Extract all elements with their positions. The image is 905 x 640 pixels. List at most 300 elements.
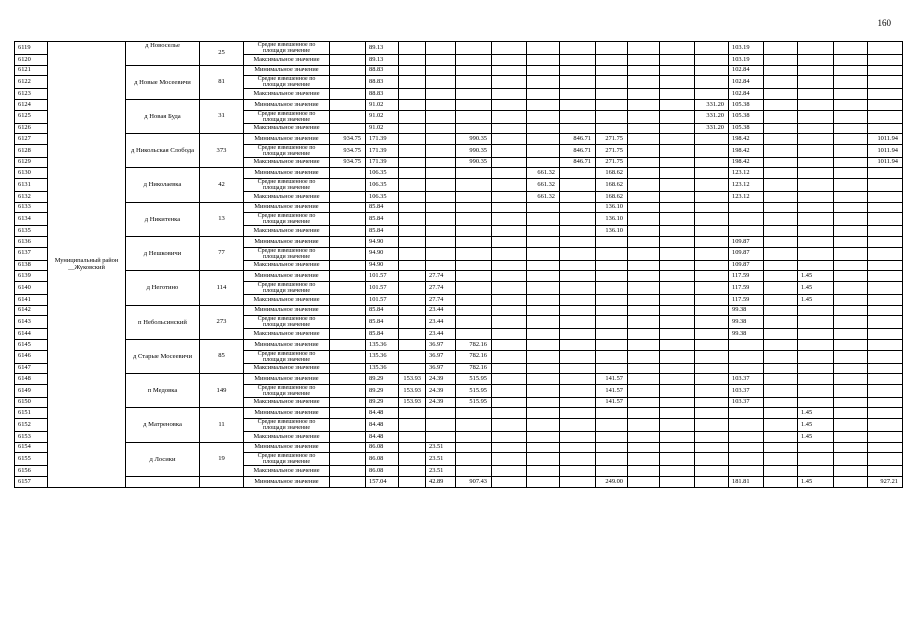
value-cell xyxy=(628,397,660,408)
value-cell: 1.45 xyxy=(798,477,834,488)
settlement-population: 77 xyxy=(200,237,244,271)
value-type: Минимальное значение xyxy=(244,477,330,488)
value-cell xyxy=(456,65,492,76)
value-cell xyxy=(660,42,695,55)
value-cell xyxy=(628,237,660,248)
value-cell xyxy=(764,271,798,282)
value-cell xyxy=(695,442,729,453)
value-cell xyxy=(596,453,628,466)
value-cell xyxy=(492,477,527,488)
value-cell xyxy=(426,213,456,226)
value-cell xyxy=(660,99,695,110)
value-cell xyxy=(560,76,596,89)
value-cell xyxy=(834,192,868,203)
value-cell xyxy=(729,466,764,477)
value-cell xyxy=(660,179,695,192)
value-cell xyxy=(456,281,492,294)
value-cell xyxy=(695,339,729,350)
value-cell xyxy=(628,363,660,374)
value-cell xyxy=(492,55,527,66)
value-cell xyxy=(492,192,527,203)
value-cell xyxy=(426,134,456,145)
value-cell xyxy=(456,55,492,66)
value-cell xyxy=(560,260,596,271)
value-cell xyxy=(868,339,903,350)
value-cell xyxy=(330,363,366,374)
value-cell xyxy=(330,397,366,408)
value-cell: 27.74 xyxy=(426,281,456,294)
value-cell: 24.39 xyxy=(426,384,456,397)
value-cell xyxy=(798,226,834,237)
value-cell xyxy=(399,350,426,363)
value-cell xyxy=(834,89,868,100)
value-cell xyxy=(868,305,903,316)
value-cell xyxy=(596,260,628,271)
value-cell xyxy=(330,294,366,305)
value-cell xyxy=(596,281,628,294)
row-id: 6135 xyxy=(15,226,48,237)
value-cell xyxy=(764,55,798,66)
value-cell xyxy=(660,192,695,203)
value-cell xyxy=(456,316,492,329)
settlement-population: 13 xyxy=(200,202,244,236)
value-cell xyxy=(560,42,596,55)
value-cell xyxy=(492,202,527,213)
value-cell xyxy=(764,453,798,466)
value-cell xyxy=(426,55,456,66)
value-cell: 27.74 xyxy=(426,271,456,282)
value-cell: 23.51 xyxy=(426,442,456,453)
row-id: 6155 xyxy=(15,453,48,466)
value-cell xyxy=(456,305,492,316)
value-cell xyxy=(456,294,492,305)
value-cell xyxy=(628,202,660,213)
value-cell xyxy=(660,316,695,329)
value-cell xyxy=(560,202,596,213)
value-cell xyxy=(426,76,456,89)
value-cell xyxy=(628,419,660,432)
row-id: 6149 xyxy=(15,384,48,397)
value-cell xyxy=(798,397,834,408)
value-cell xyxy=(456,123,492,134)
row-id: 6142 xyxy=(15,305,48,316)
value-cell xyxy=(560,237,596,248)
value-cell xyxy=(764,442,798,453)
value-cell xyxy=(868,329,903,340)
value-type: Средне взвешенное по площади значение xyxy=(244,144,330,157)
value-type: Максимальное значение xyxy=(244,55,330,66)
value-cell xyxy=(628,89,660,100)
value-cell: 117.59 xyxy=(729,281,764,294)
value-cell xyxy=(426,408,456,419)
value-cell xyxy=(798,316,834,329)
value-cell: 84.48 xyxy=(366,432,399,443)
value-cell xyxy=(399,316,426,329)
value-cell xyxy=(426,110,456,123)
value-cell xyxy=(868,237,903,248)
value-cell xyxy=(628,260,660,271)
value-cell: 105.38 xyxy=(729,123,764,134)
settlement-population: 273 xyxy=(200,305,244,339)
value-cell xyxy=(764,110,798,123)
value-cell xyxy=(695,76,729,89)
value-cell xyxy=(492,294,527,305)
value-cell xyxy=(695,202,729,213)
value-cell: 94.90 xyxy=(366,247,399,260)
value-cell xyxy=(527,89,560,100)
value-type: Максимальное значение xyxy=(244,294,330,305)
value-cell: 198.42 xyxy=(729,134,764,145)
value-cell xyxy=(330,237,366,248)
value-cell: 103.37 xyxy=(729,374,764,385)
value-cell xyxy=(330,192,366,203)
value-cell xyxy=(492,339,527,350)
value-cell: 85.84 xyxy=(366,329,399,340)
value-cell xyxy=(527,226,560,237)
value-cell: 135.36 xyxy=(366,339,399,350)
value-cell xyxy=(660,144,695,157)
value-cell: 85.84 xyxy=(366,213,399,226)
value-cell xyxy=(660,453,695,466)
value-cell xyxy=(834,453,868,466)
value-cell: 99.38 xyxy=(729,305,764,316)
value-type: Минимальное значение xyxy=(244,65,330,76)
value-cell xyxy=(834,419,868,432)
value-cell xyxy=(834,374,868,385)
value-cell xyxy=(628,294,660,305)
value-cell: 331.20 xyxy=(695,110,729,123)
value-cell xyxy=(527,350,560,363)
value-cell xyxy=(660,226,695,237)
value-cell xyxy=(560,213,596,226)
value-cell xyxy=(798,213,834,226)
value-cell xyxy=(426,65,456,76)
value-cell xyxy=(628,271,660,282)
value-cell xyxy=(695,179,729,192)
value-cell xyxy=(399,408,426,419)
value-cell xyxy=(527,65,560,76)
value-cell xyxy=(628,374,660,385)
value-cell xyxy=(729,339,764,350)
value-cell xyxy=(330,281,366,294)
value-cell xyxy=(492,453,527,466)
value-cell xyxy=(695,281,729,294)
value-cell xyxy=(868,65,903,76)
value-cell xyxy=(596,294,628,305)
value-cell xyxy=(660,339,695,350)
value-cell xyxy=(456,419,492,432)
value-cell: 782.16 xyxy=(456,363,492,374)
value-cell xyxy=(330,432,366,443)
value-cell xyxy=(660,419,695,432)
value-cell xyxy=(560,168,596,179)
value-cell xyxy=(330,350,366,363)
value-cell: 123.12 xyxy=(729,179,764,192)
value-cell: 109.87 xyxy=(729,247,764,260)
value-cell xyxy=(399,237,426,248)
value-cell xyxy=(695,305,729,316)
value-cell xyxy=(527,110,560,123)
value-cell xyxy=(729,419,764,432)
value-cell xyxy=(330,260,366,271)
value-cell xyxy=(330,76,366,89)
value-cell xyxy=(868,419,903,432)
value-cell xyxy=(330,339,366,350)
value-cell xyxy=(660,374,695,385)
value-cell: 1011.94 xyxy=(868,144,903,157)
table-row xyxy=(15,339,903,350)
value-cell: 1.45 xyxy=(798,408,834,419)
value-cell xyxy=(527,453,560,466)
value-cell xyxy=(628,226,660,237)
value-cell xyxy=(695,144,729,157)
value-cell: 88.83 xyxy=(366,65,399,76)
row-id: 6121 xyxy=(15,65,48,76)
value-cell xyxy=(764,123,798,134)
value-cell xyxy=(798,374,834,385)
value-cell xyxy=(628,305,660,316)
value-cell xyxy=(798,329,834,340)
value-cell xyxy=(764,466,798,477)
settlement-name: п Небольсинский xyxy=(126,305,200,339)
row-id: 6154 xyxy=(15,442,48,453)
value-cell xyxy=(764,339,798,350)
value-cell xyxy=(834,179,868,192)
value-cell xyxy=(527,247,560,260)
value-type: Минимальное значение xyxy=(244,168,330,179)
value-cell xyxy=(399,466,426,477)
value-cell: 141.57 xyxy=(596,397,628,408)
value-cell: 153.93 xyxy=(399,384,426,397)
value-cell xyxy=(399,144,426,157)
value-cell xyxy=(399,363,426,374)
value-cell xyxy=(426,260,456,271)
value-cell xyxy=(628,384,660,397)
value-cell xyxy=(628,466,660,477)
settlement-population xyxy=(200,477,244,488)
value-cell xyxy=(330,374,366,385)
value-cell xyxy=(456,42,492,55)
settlement-name: д Никитенка xyxy=(126,202,200,236)
value-cell xyxy=(456,168,492,179)
value-cell: 846.71 xyxy=(560,144,596,157)
value-cell xyxy=(596,329,628,340)
value-cell xyxy=(798,65,834,76)
value-cell xyxy=(868,247,903,260)
value-cell xyxy=(628,192,660,203)
value-cell xyxy=(764,247,798,260)
value-type: Максимальное значение xyxy=(244,466,330,477)
value-cell xyxy=(330,329,366,340)
value-cell xyxy=(492,384,527,397)
row-id: 6140 xyxy=(15,281,48,294)
value-cell xyxy=(596,442,628,453)
value-cell: 86.08 xyxy=(366,453,399,466)
value-cell xyxy=(695,419,729,432)
value-cell: 109.87 xyxy=(729,237,764,248)
value-cell xyxy=(596,271,628,282)
value-cell xyxy=(764,168,798,179)
value-cell xyxy=(560,271,596,282)
row-id: 6125 xyxy=(15,110,48,123)
row-id: 6152 xyxy=(15,419,48,432)
value-cell xyxy=(764,384,798,397)
value-cell xyxy=(764,99,798,110)
value-cell xyxy=(868,226,903,237)
value-cell xyxy=(527,419,560,432)
value-cell xyxy=(596,363,628,374)
value-cell xyxy=(492,432,527,443)
value-cell: 198.42 xyxy=(729,144,764,157)
value-cell: 123.12 xyxy=(729,168,764,179)
value-cell xyxy=(596,89,628,100)
value-cell xyxy=(868,76,903,89)
value-cell: 249.00 xyxy=(596,477,628,488)
value-cell xyxy=(560,247,596,260)
value-cell xyxy=(492,363,527,374)
value-cell xyxy=(660,123,695,134)
value-cell xyxy=(330,110,366,123)
value-cell xyxy=(492,350,527,363)
value-cell: 661.32 xyxy=(527,192,560,203)
value-cell xyxy=(628,442,660,453)
value-type: Минимальное значение xyxy=(244,408,330,419)
value-cell: 117.59 xyxy=(729,294,764,305)
value-cell: 271.75 xyxy=(596,144,628,157)
value-cell xyxy=(527,374,560,385)
row-id: 6156 xyxy=(15,466,48,477)
value-type: Минимальное значение xyxy=(244,271,330,282)
value-cell xyxy=(426,432,456,443)
value-cell xyxy=(764,76,798,89)
value-type: Минимальное значение xyxy=(244,237,330,248)
value-type: Средне взвешенное по площади значение xyxy=(244,281,330,294)
value-cell xyxy=(729,363,764,374)
value-cell xyxy=(492,42,527,55)
value-cell xyxy=(868,363,903,374)
value-cell xyxy=(560,65,596,76)
value-cell: 171.39 xyxy=(366,157,399,168)
settlement-name: д Неготино xyxy=(126,271,200,305)
value-cell xyxy=(492,99,527,110)
value-cell xyxy=(695,55,729,66)
value-cell xyxy=(834,202,868,213)
value-cell xyxy=(456,202,492,213)
value-cell: 23.51 xyxy=(426,453,456,466)
value-cell xyxy=(492,157,527,168)
value-cell xyxy=(798,192,834,203)
value-cell xyxy=(628,432,660,443)
value-cell: 89.29 xyxy=(366,397,399,408)
value-cell xyxy=(527,144,560,157)
table-row xyxy=(15,477,903,488)
value-cell: 106.35 xyxy=(366,192,399,203)
value-cell xyxy=(426,89,456,100)
value-cell: 168.62 xyxy=(596,192,628,203)
value-cell xyxy=(695,260,729,271)
value-cell xyxy=(764,408,798,419)
value-cell xyxy=(456,192,492,203)
value-cell xyxy=(798,442,834,453)
value-cell: 846.71 xyxy=(560,134,596,145)
row-id: 6134 xyxy=(15,213,48,226)
value-cell: 117.59 xyxy=(729,271,764,282)
value-cell xyxy=(868,192,903,203)
value-type: Средне взвешенное по площади значение xyxy=(244,419,330,432)
value-type: Средне взвешенное по площади значение xyxy=(244,213,330,226)
value-cell xyxy=(492,397,527,408)
value-cell xyxy=(426,42,456,55)
value-cell: 135.36 xyxy=(366,350,399,363)
value-cell xyxy=(492,168,527,179)
value-cell xyxy=(834,408,868,419)
value-cell xyxy=(834,42,868,55)
value-cell xyxy=(527,202,560,213)
value-cell xyxy=(426,192,456,203)
row-id: 6120 xyxy=(15,55,48,66)
value-cell xyxy=(399,55,426,66)
value-cell xyxy=(560,384,596,397)
value-cell xyxy=(399,99,426,110)
settlement-population: 11 xyxy=(200,408,244,442)
settlement-population: 19 xyxy=(200,442,244,476)
value-cell xyxy=(330,466,366,477)
value-cell xyxy=(729,213,764,226)
value-cell xyxy=(560,305,596,316)
value-cell xyxy=(868,42,903,55)
value-cell: 86.08 xyxy=(366,442,399,453)
settlement-name: д Новая Буда xyxy=(126,99,200,133)
value-type: Максимальное значение xyxy=(244,397,330,408)
settlement-name: д Старые Мосеевичи xyxy=(126,339,200,373)
value-cell: 271.75 xyxy=(596,134,628,145)
value-cell: 171.39 xyxy=(366,134,399,145)
value-cell xyxy=(456,432,492,443)
value-cell xyxy=(798,123,834,134)
value-cell xyxy=(695,466,729,477)
row-id: 6148 xyxy=(15,374,48,385)
value-cell xyxy=(660,271,695,282)
value-cell xyxy=(628,247,660,260)
value-cell xyxy=(527,329,560,340)
value-cell xyxy=(399,213,426,226)
value-cell xyxy=(399,42,426,55)
value-cell xyxy=(399,157,426,168)
value-cell xyxy=(868,384,903,397)
value-cell xyxy=(660,237,695,248)
value-cell xyxy=(695,477,729,488)
value-cell: 91.02 xyxy=(366,123,399,134)
value-cell: 846.71 xyxy=(560,157,596,168)
value-cell xyxy=(596,466,628,477)
value-cell xyxy=(868,316,903,329)
value-cell: 84.48 xyxy=(366,408,399,419)
value-cell xyxy=(834,442,868,453)
value-cell xyxy=(330,408,366,419)
value-cell xyxy=(868,374,903,385)
value-cell xyxy=(527,384,560,397)
value-cell xyxy=(492,110,527,123)
row-id: 6151 xyxy=(15,408,48,419)
value-cell xyxy=(399,226,426,237)
row-id: 6128 xyxy=(15,144,48,157)
value-cell xyxy=(868,168,903,179)
value-cell xyxy=(834,271,868,282)
value-cell: 168.62 xyxy=(596,179,628,192)
value-cell: 331.20 xyxy=(695,123,729,134)
value-cell xyxy=(660,65,695,76)
table-row xyxy=(15,271,903,282)
